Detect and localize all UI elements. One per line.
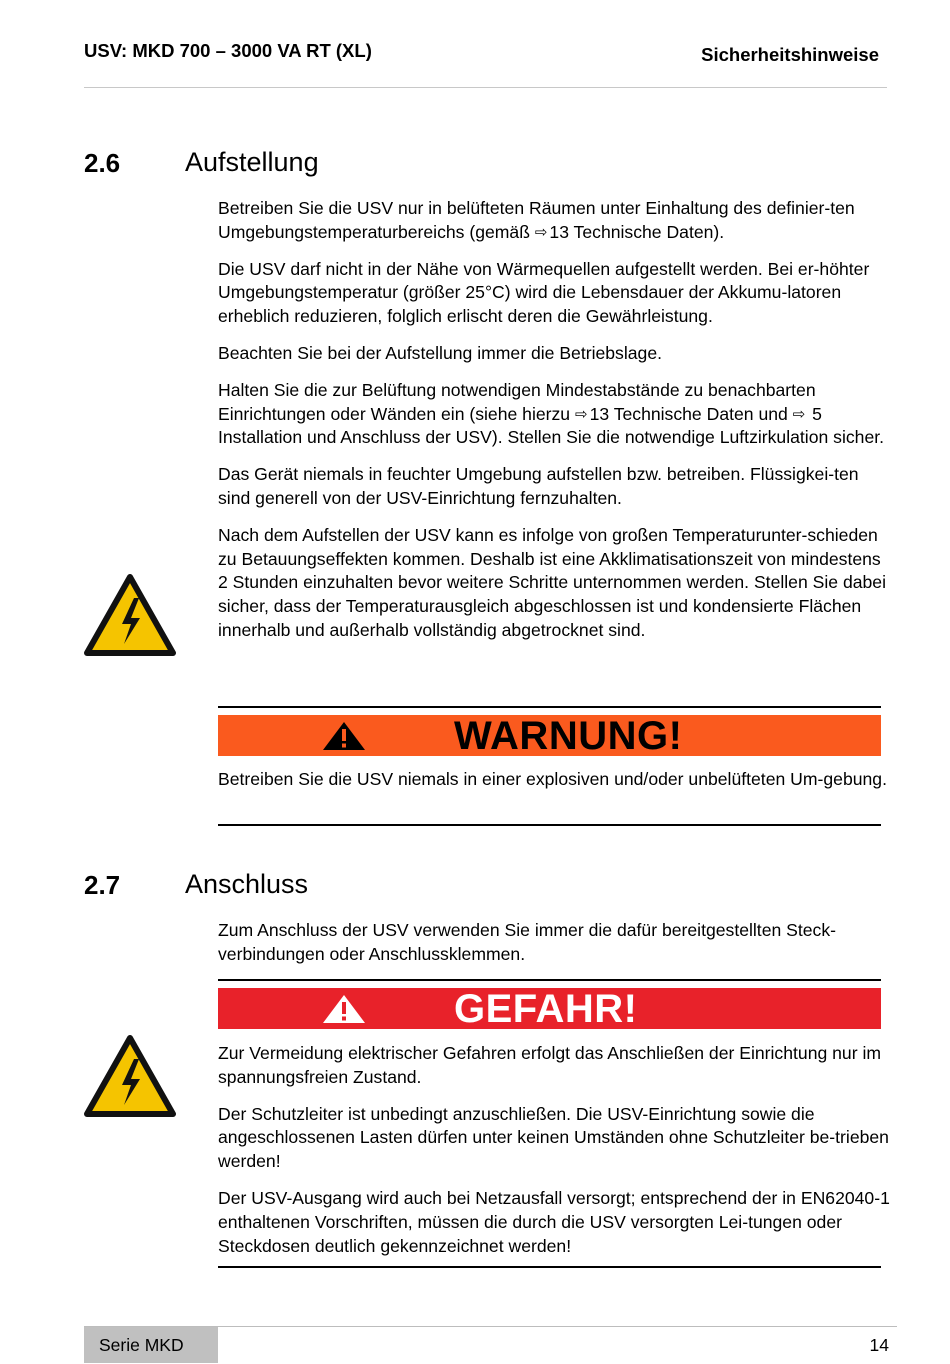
alert-triangle-icon (322, 994, 366, 1024)
section-number: 2.7 (84, 870, 121, 900)
danger-label: GEFAHR! (454, 987, 638, 1031)
warning-label: WARNUNG! (454, 714, 683, 758)
paragraph: Beachten Sie bei der Aufstellung immer die Betriebslage. (218, 342, 663, 363)
page-header (84, 38, 887, 88)
box-bottom-rule (218, 824, 881, 826)
page-number: 14 (869, 1335, 889, 1355)
paragraph: Die USV darf nicht in der Nähe von Wärmequellen aufgestellt werden. Bei er-höhter Umgebungstemperatur (größer 25°C) wird die Lebensdauer der Akkumu-latoren erheblich reduzieren, folglich erlischt deren die Gewährleistung. (218, 258, 870, 327)
high-voltage-warning-icon (84, 1035, 176, 1117)
page-footer (84, 1326, 897, 1362)
box-bottom-rule (218, 1266, 881, 1268)
box-top-rule (218, 979, 881, 981)
series-label: Serie MKD (84, 1327, 218, 1363)
paragraph: Der Schutzleiter ist unbedingt anzuschließen. Die USV-Einrichtung sowie die angeschlossenen Lasten dürfen unter keinen Umständen ohne Schutzleiter be-trieben werden! (218, 1103, 889, 1172)
paragraph: Der USV-Ausgang wird auch bei Netzausfall versorgt; entsprechend der in EN62040-1 enthaltenen Vorschriften, müssen die durch die USV versorgten Lei-tungen oder Steckdosen deutlich gekennzeichnet werden! (218, 1187, 890, 1256)
paragraph: Zur Vermeidung elektrischer Gefahren erfolgt das Anschließen der Einrichtung nur im spannungsfreien Zustand. (218, 1043, 882, 1087)
danger-banner (218, 988, 881, 1029)
section-body (218, 919, 890, 967)
paragraph: Zum Anschluss der USV verwenden Sie immer die dafür bereitgestellten Steck-verbindungen oder Anschlussklemmen. (218, 920, 837, 964)
paragraph: Halten Sie die zur Belüftung notwendigen Mindestabstände zu benachbarten Einrichtungen oder Wänden ein (siehe hierzu ⇨ 13 Technische Daten und ⇨ 5 Installation und Anschluss der USV). Stellen Sie die notwendige Luftzirkulation sicher. (218, 379, 885, 448)
paragraph: Das Gerät niemals in feuchter Umgebung aufstellen bzw. betreiben. Flüssigkei-ten sind generell von der USV-Einrichtung fernzuhalten. (218, 464, 859, 508)
arrow-right-icon: ⇨ (792, 405, 806, 423)
section-title: Anschluss (185, 869, 309, 899)
warning-body (218, 768, 890, 792)
box-top-rule (218, 706, 881, 708)
paragraph: Betreiben Sie die USV nur in belüfteten Räumen unter Einhaltung des definier-ten Umgebungstemperaturbereichs (gemäß ⇨ 13 Technische Daten). (218, 197, 890, 245)
danger-body (218, 1042, 890, 1258)
warning-banner (218, 715, 881, 756)
section-number: 2.6 (84, 148, 121, 178)
high-voltage-warning-icon (84, 574, 176, 656)
arrow-right-icon: ⇨ (574, 405, 588, 423)
document-title: USV: MKD 700 – 3000 VA RT (XL) (84, 40, 372, 61)
alert-triangle-icon (322, 721, 366, 751)
paragraph: Nach dem Aufstellen der USV kann es infolge von großen Temperaturunter-schieden zu Betauungseffekten kommen. Deshalb ist eine Akklimatisationszeit von mindestens 2 Stunden einzuhalten bevor weitere Schritte unternommen werden. Stellen Sie dabei sicher, dass der Temperaturausgleich abgeschlossen ist und kondensierte Flächen innerhalb und außerhalb vollständig abgetrocknet sind. (218, 524, 886, 640)
chapter-title: Sicherheitshinweise (701, 44, 879, 65)
section-title: Aufstellung (185, 147, 319, 177)
arrow-right-icon: ⇨ (534, 223, 548, 241)
section-body (218, 197, 890, 643)
paragraph: Betreiben Sie die USV niemals in einer explosiven und/oder unbelüfteten Um-gebung. (218, 769, 887, 789)
